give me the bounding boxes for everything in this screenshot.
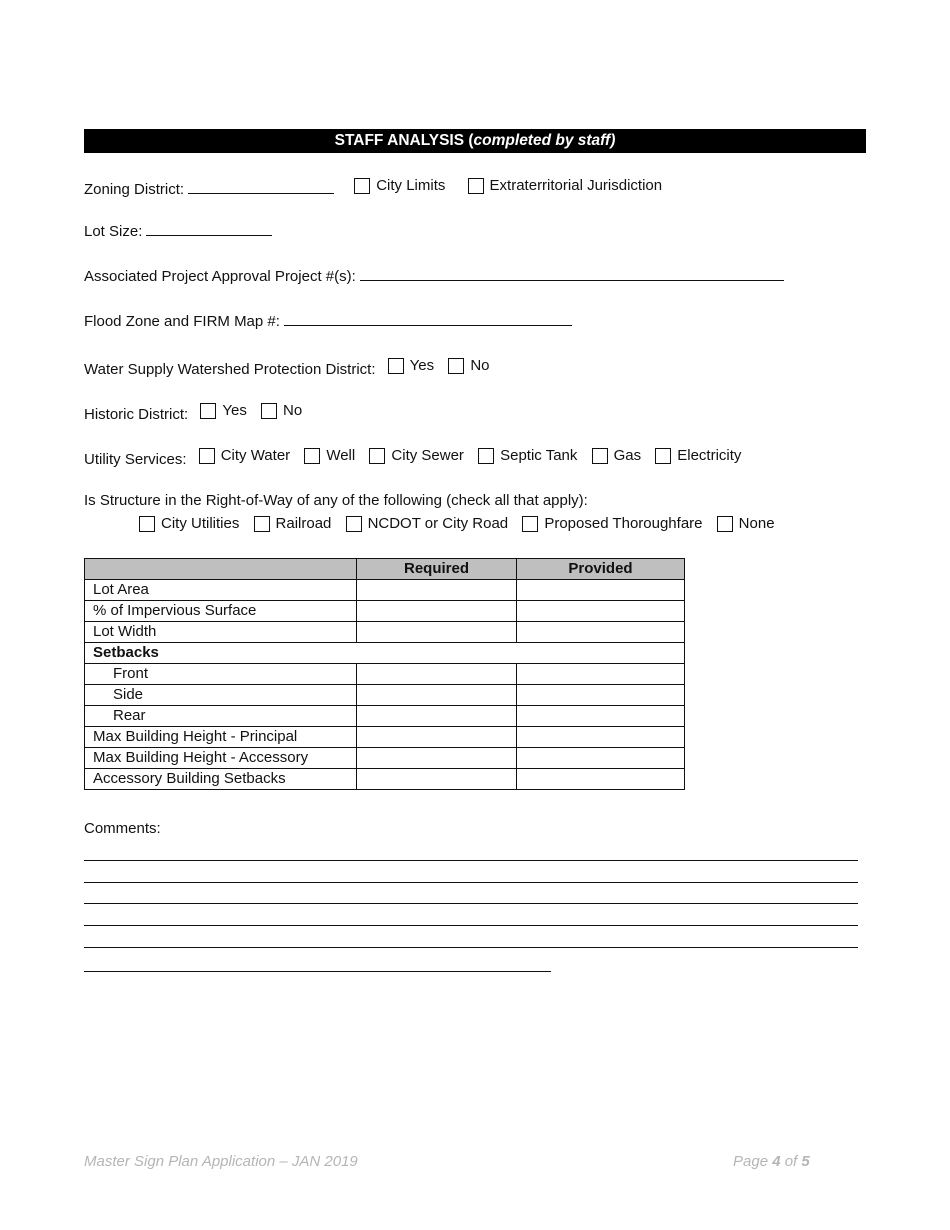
flood-zone-input[interactable] [284, 311, 572, 326]
row-label: Side [85, 685, 357, 706]
table-row [85, 664, 685, 685]
setbacks-heading: Setbacks [85, 643, 685, 664]
etj-label: Extraterritorial Jurisdiction [489, 177, 663, 194]
historic-no-checkbox[interactable] [261, 403, 277, 419]
required-cell[interactable] [357, 664, 517, 685]
comments-label: Comments: [84, 820, 161, 837]
city-limits-checkbox[interactable] [354, 178, 370, 194]
required-cell[interactable] [357, 622, 517, 643]
requirements-table [84, 558, 685, 790]
none-checkbox[interactable] [717, 516, 733, 532]
historic-yes-checkbox[interactable] [200, 403, 216, 419]
page-number [733, 1153, 810, 1170]
banner-title-italic: completed by staff) [473, 132, 616, 149]
row-label: % of Impervious Surface [85, 601, 357, 622]
comment-line[interactable] [84, 971, 551, 972]
section-banner [84, 129, 866, 153]
required-cell[interactable] [357, 601, 517, 622]
well-label: Well [326, 447, 356, 464]
railroad-label: Railroad [275, 515, 332, 532]
page-of: of [780, 1153, 802, 1170]
provided-cell[interactable] [517, 664, 685, 685]
row-question [84, 491, 588, 511]
comment-line[interactable] [84, 860, 858, 861]
zoning-label: Zoning District: [84, 181, 185, 198]
table-row [85, 643, 685, 664]
table-row [85, 748, 685, 769]
watershed-no-label: No [470, 357, 490, 374]
watershed-row [84, 356, 500, 380]
utility-label: Utility Services: [84, 451, 187, 468]
flood-zone-label: Flood Zone and FIRM Map #: [84, 313, 280, 330]
page-total: 5 [801, 1153, 810, 1170]
row-label: Rear [85, 706, 357, 727]
proposed-thoroughfare-label: Proposed Thoroughfare [544, 515, 703, 532]
provided-cell[interactable] [517, 685, 685, 706]
proposed-thoroughfare-checkbox[interactable] [522, 516, 538, 532]
row-label: Front [85, 664, 357, 685]
railroad-checkbox[interactable] [254, 516, 270, 532]
row-label: Max Building Height - Accessory [85, 748, 357, 769]
lot-size-input[interactable] [146, 221, 272, 236]
row-label: Lot Area [85, 580, 357, 601]
page-prefix: Page [733, 1153, 773, 1170]
table-row [85, 601, 685, 622]
watershed-yes-label: Yes [409, 357, 435, 374]
row-label: Accessory Building Setbacks [85, 769, 357, 790]
city-limits-label: City Limits [376, 177, 446, 194]
page-current: 4 [772, 1153, 781, 1170]
assoc-project-input[interactable] [360, 266, 784, 281]
table-header-row [85, 559, 685, 580]
city-water-label: City Water [220, 447, 291, 464]
none-label: None [738, 515, 775, 532]
electricity-checkbox[interactable] [655, 448, 671, 464]
ncdot-road-checkbox[interactable] [346, 516, 362, 532]
watershed-label: Water Supply Watershed Protection District: [84, 361, 376, 378]
septic-tank-checkbox[interactable] [478, 448, 494, 464]
zoning-input[interactable] [188, 179, 334, 194]
watershed-no-checkbox[interactable] [448, 358, 464, 374]
required-cell[interactable] [357, 748, 517, 769]
provided-cell[interactable] [517, 769, 685, 790]
provided-cell[interactable] [517, 580, 685, 601]
city-utilities-label: City Utilities [161, 515, 240, 532]
historic-no-label: No [283, 402, 303, 419]
banner-title: STAFF ANALYSIS ( [334, 132, 474, 149]
historic-yes-label: Yes [222, 402, 247, 419]
utility-row [84, 446, 751, 470]
assoc-project-row [84, 266, 784, 287]
zoning-row [84, 176, 672, 200]
provided-cell[interactable] [517, 727, 685, 748]
provided-cell[interactable] [517, 622, 685, 643]
table-row [85, 580, 685, 601]
comment-line[interactable] [84, 947, 858, 948]
gas-label: Gas [613, 447, 642, 464]
table-row [85, 706, 685, 727]
row-options [139, 514, 785, 538]
septic-tank-label: Septic Tank [500, 447, 578, 464]
footer-title: Master Sign Plan Application – JAN 2019 [84, 1153, 358, 1170]
lot-size-label: Lot Size: [84, 223, 143, 240]
table-header-provided: Provided [517, 559, 685, 580]
comment-line[interactable] [84, 903, 858, 904]
table-header-blank [85, 559, 357, 580]
table-row [85, 622, 685, 643]
required-cell[interactable] [357, 769, 517, 790]
ncdot-road-label: NCDOT or City Road [367, 515, 509, 532]
required-cell[interactable] [357, 706, 517, 727]
gas-checkbox[interactable] [592, 448, 608, 464]
provided-cell[interactable] [517, 748, 685, 769]
electricity-label: Electricity [677, 447, 742, 464]
table-row [85, 685, 685, 706]
table-header-required: Required [357, 559, 517, 580]
provided-cell[interactable] [517, 706, 685, 727]
table-row [85, 727, 685, 748]
assoc-project-label: Associated Project Approval Project #(s): [84, 268, 356, 285]
comment-line[interactable] [84, 925, 858, 926]
city-utilities-checkbox[interactable] [139, 516, 155, 532]
required-cell[interactable] [357, 685, 517, 706]
comment-line[interactable] [84, 882, 858, 883]
city-sewer-checkbox[interactable] [369, 448, 385, 464]
etj-checkbox[interactable] [468, 178, 484, 194]
required-cell[interactable] [357, 580, 517, 601]
row-question-label: Is Structure in the Right-of-Way of any of the following (check all that apply): [84, 492, 588, 509]
provided-cell[interactable] [517, 601, 685, 622]
table-row [85, 769, 685, 790]
city-water-checkbox[interactable] [199, 448, 215, 464]
watershed-yes-checkbox[interactable] [388, 358, 404, 374]
lot-size-row [84, 221, 272, 242]
row-label: Max Building Height - Principal [85, 727, 357, 748]
flood-zone-row [84, 311, 572, 332]
row-label: Lot Width [85, 622, 357, 643]
well-checkbox[interactable] [304, 448, 320, 464]
historic-label: Historic District: [84, 406, 189, 423]
historic-row [84, 401, 312, 425]
city-sewer-label: City Sewer [391, 447, 464, 464]
required-cell[interactable] [357, 727, 517, 748]
